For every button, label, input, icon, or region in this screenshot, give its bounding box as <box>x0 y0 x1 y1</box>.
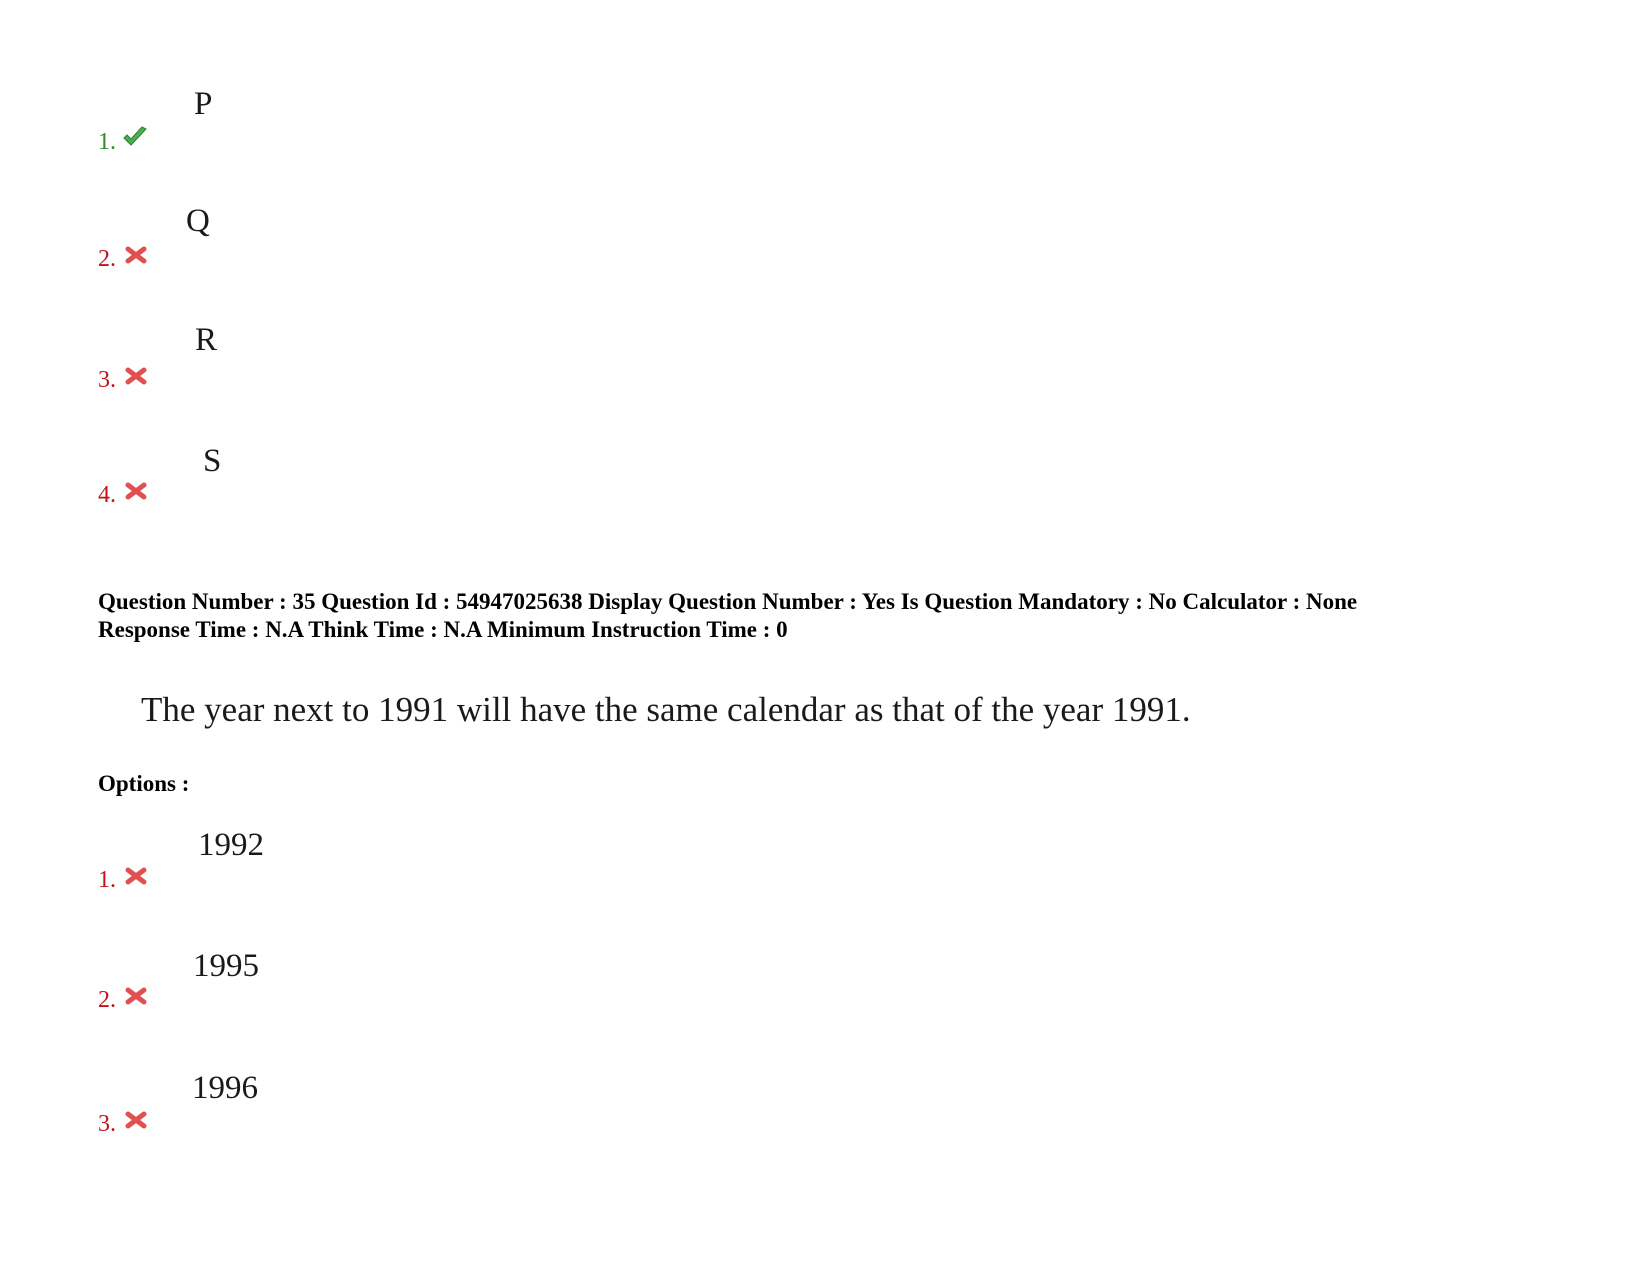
option-number: 1. <box>98 129 116 155</box>
option-number: 3. <box>98 367 116 393</box>
cross-icon <box>124 865 150 887</box>
option-text: S <box>203 443 222 479</box>
cross-icon <box>124 480 150 502</box>
option-text: P <box>194 86 213 122</box>
option-number: 2. <box>98 246 116 272</box>
option-text: 1996 <box>192 1070 258 1106</box>
option-text: 1992 <box>198 827 264 863</box>
options-label: Options : <box>98 771 190 796</box>
option-number: 1. <box>98 867 116 893</box>
cross-icon <box>124 985 150 1007</box>
question-text: The year next to 1991 will have the same calendar as that of the year 1991. <box>141 690 1191 729</box>
question-meta-line-2: Response Time : N.A Think Time : N.A Minimum Instruction Time : 0 <box>98 617 788 642</box>
option-number: 3. <box>98 1111 116 1137</box>
check-icon <box>122 126 148 148</box>
cross-icon <box>124 365 150 387</box>
option-text: Q <box>186 203 210 239</box>
cross-icon <box>124 1109 150 1131</box>
option-number: 2. <box>98 987 116 1013</box>
option-text: R <box>195 322 218 358</box>
cross-icon <box>124 244 150 266</box>
option-text: 1995 <box>193 948 259 984</box>
option-number: 4. <box>98 482 116 508</box>
question-meta-line-1: Question Number : 35 Question Id : 54947025638 Display Question Number : Yes Is Question Mandatory : No Calculator : None <box>98 589 1358 614</box>
